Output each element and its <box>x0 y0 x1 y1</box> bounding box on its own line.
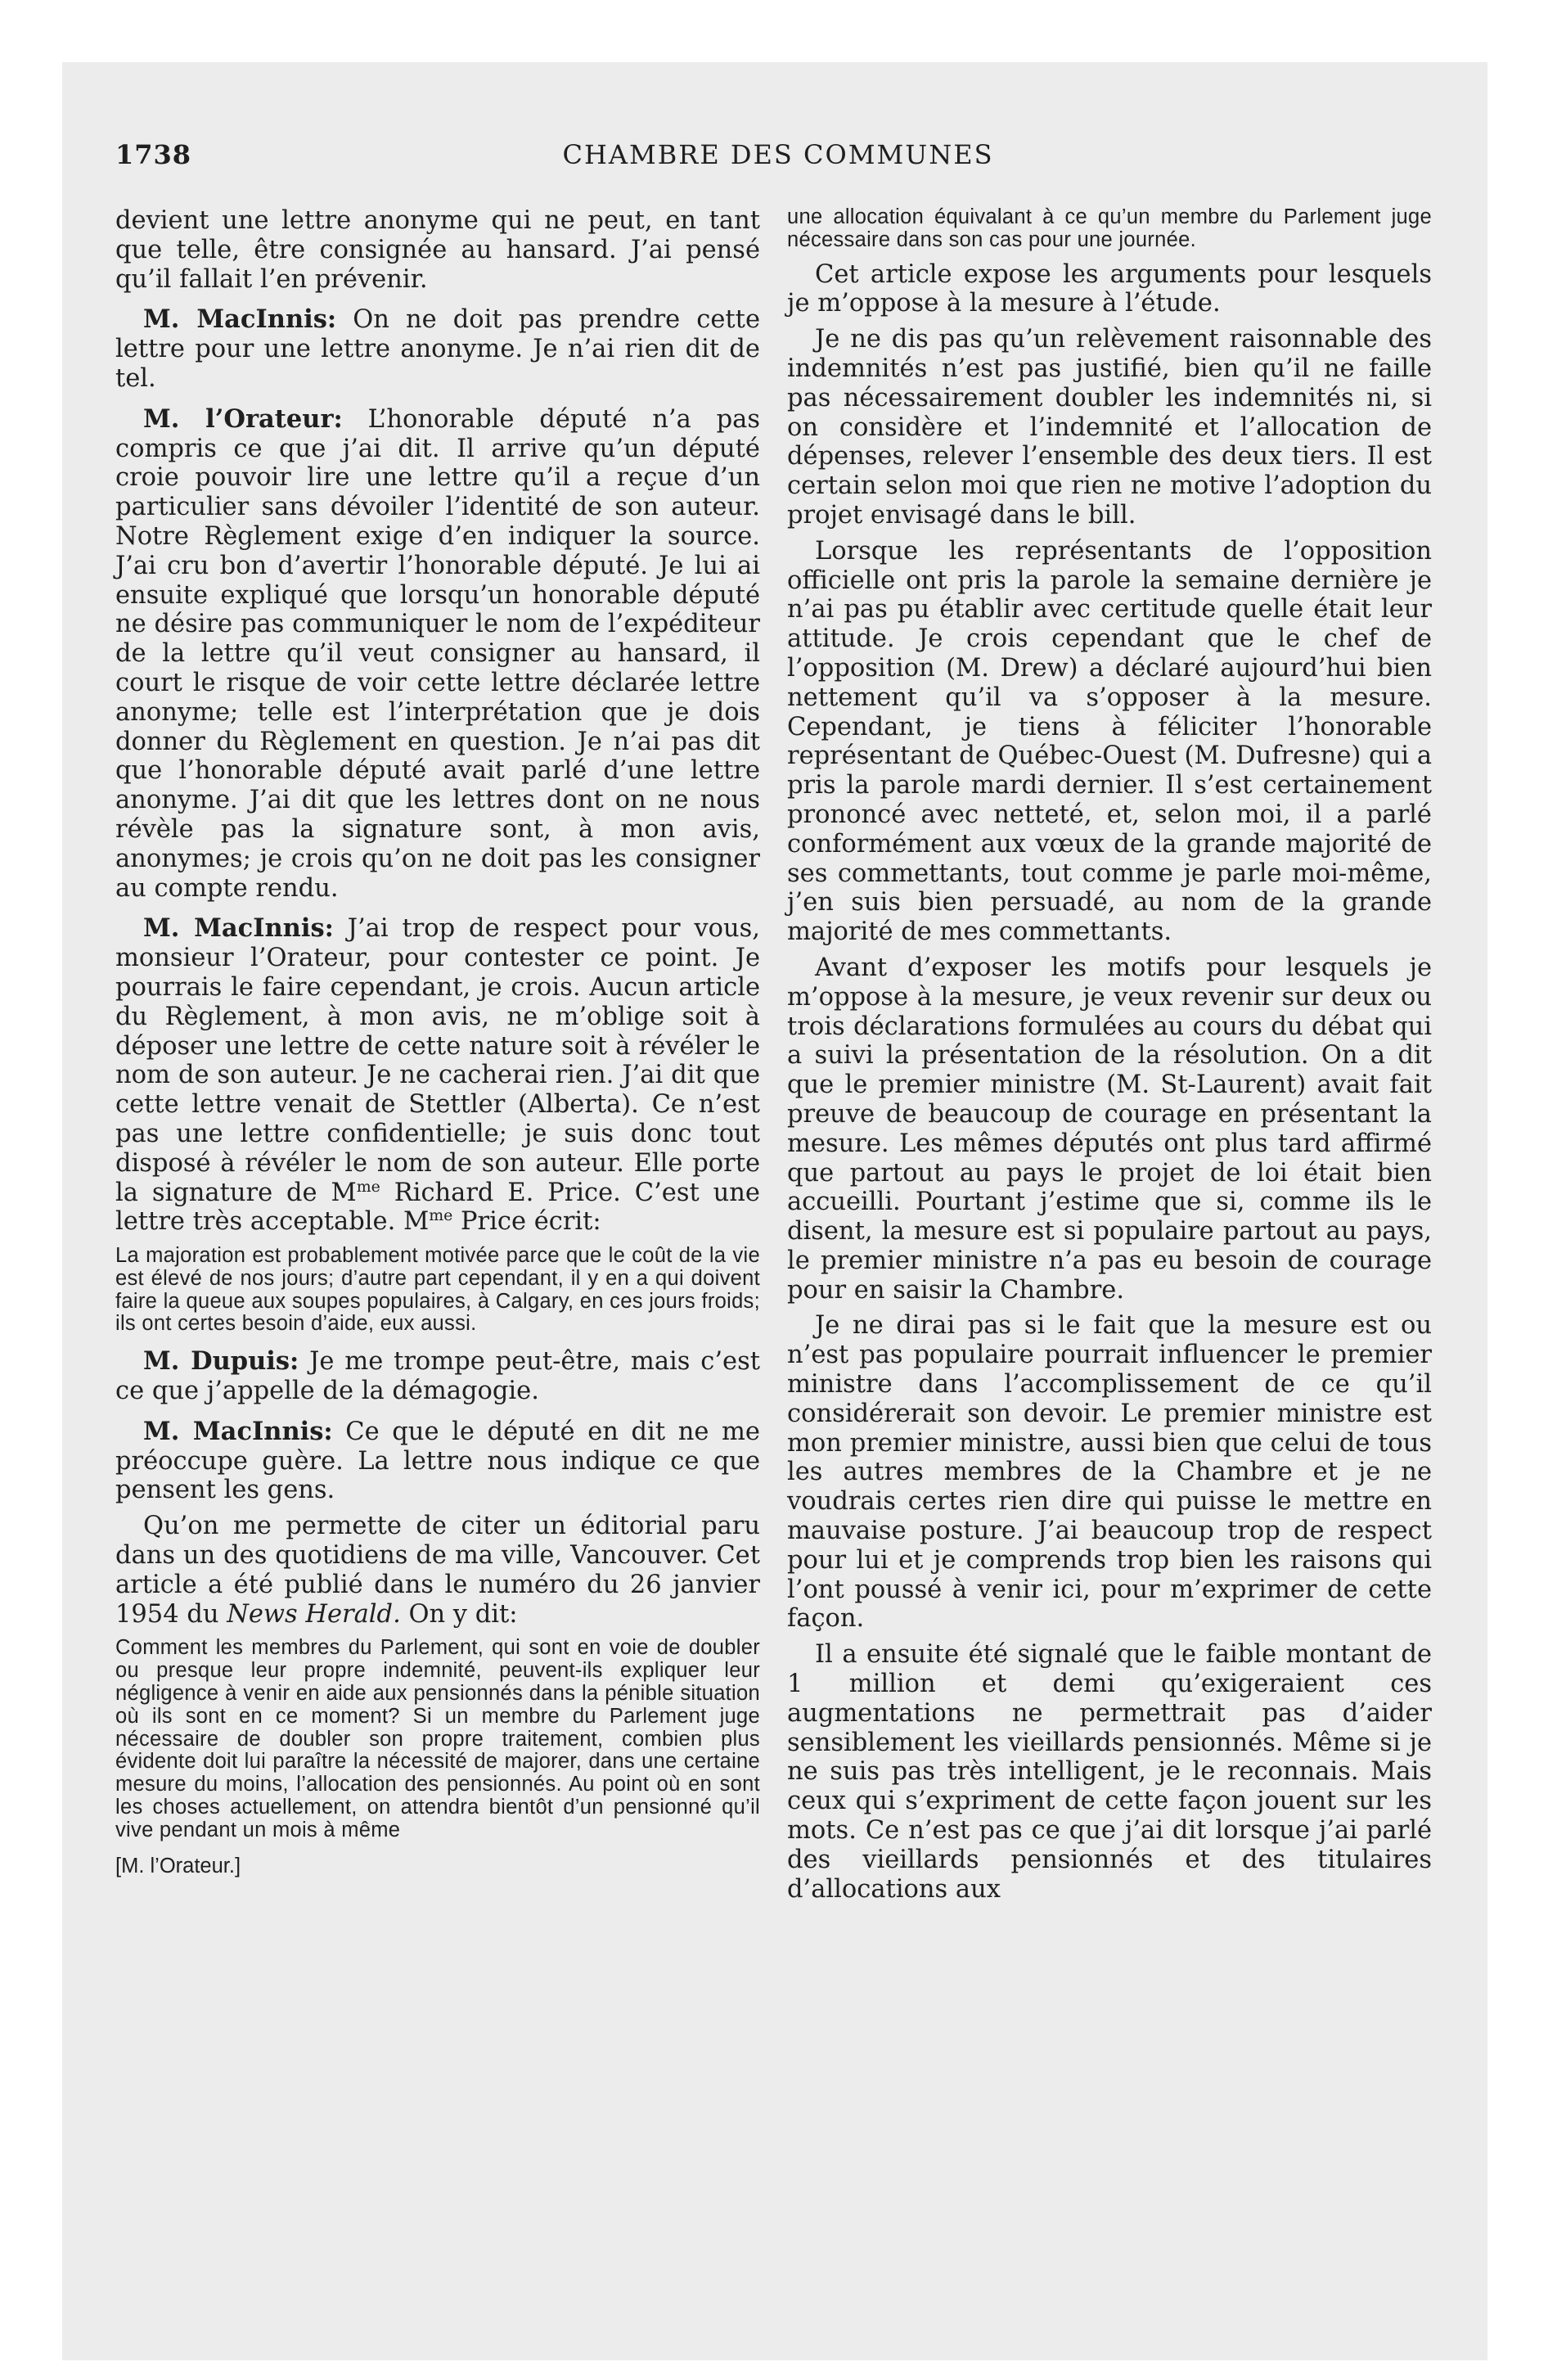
speaker-name: M. Dupuis: <box>143 1346 299 1377</box>
newspaper-title: News Herald. <box>227 1599 401 1629</box>
speech-text: J’ai trop de respect pour vous, monsieur l’Orateur, pour contester ce point. Je pourrais le faire cependant, je crois. Aucun article du Règlement, à mon avis, ne m’oblige soit à déposer une lettre de cette nature soit à révéler le nom de son auteur. Je ne cacherai rien. J’ai dit que cette lettre venait de Stettler (Alberta). Ce n’est pas une lettre confidentielle; je suis donc tout disposé à révéler le nom de son auteur. Elle porte la signature de M <box>115 914 761 1207</box>
speaker-name: M. MacInnis: <box>143 1416 333 1446</box>
paragraph: devient une lettre anonyme qui ne peut, en tant que telle, être consignée au hansard. J’ai pensé qu’il fallait l’en prévenir. <box>115 206 760 294</box>
right-column <box>787 206 1432 1904</box>
speaker-attribution: [M. l’Orateur.] <box>115 1854 241 1877</box>
page-header <box>115 139 1441 175</box>
speech-text: L’honorable député n’a pas compris ce que j’ai dit. Il arrive qu’un député croie pouvoir lire une lettre qu’il a reçue d’un particulier sans dévoiler l’identité de son auteur. Notre Règlement exige d’en indiquer la source. J’ai cru bon d’avertir l’honorable député. Je lui ai ensuite expliqué que lorsqu’un honorable député ne désire pas communiquer le nom de l’expéditeur de la lettre qu’il veut consigner au hansard, il court le risque de voir cette lettre déclarée lettre anonyme; telle est l’interprétation que je dois donner du Règlement en question. Je n’ai pas dit que l’honorable député avait parlé d’une lettre anonyme. J’ai dit que les lettres dont on ne nous révèle pas la signature sont, à mon avis, anonymes; je crois qu’on ne doit pas les consigner au compte rendu. <box>115 404 760 903</box>
left-column <box>115 206 760 1881</box>
speech-paragraph <box>115 1347 760 1406</box>
paragraph: Il a ensuite été signalé que le faible montant de 1 million et demi qu’exigeraient ces augmentations ne permettrait pas d’aider sensiblement les vieillards pensionnés. Même si je ne suis pas très intelligent, je le reconnais. Mais ceux qui s’expriment de cette façon jouent sur les mots. Ce n’est pas ce que j’ai dit lorsque j’ai parlé des vieillards pensionnés et des titulaires d’allocations aux <box>787 1640 1432 1904</box>
speech-paragraph <box>115 305 760 393</box>
speech-text: On ne doit pas prendre cette lettre pour une lettre anonyme. Je n’ai rien dit de tel. <box>115 305 760 393</box>
speech-text: Ce que le député en dit ne me préoccupe guère. La lettre nous indique ce que pensent les gens. <box>115 1417 760 1505</box>
block-quote: Comment les membres du Parlement, qui sont en voie de doubler ou presque leur propre indemnité, peuvent-ils expliquer leur négligence à venir en aide aux pensionnés dans la pénible situation où ils sont en ce moment? Si un membre du Parlement juge nécessaire de doubler son propre traitement, combien plus évidente doit lui paraître la nécessité de majorer, dans une certaine mesure du moins, l’allocation des pensionnés. Au point où en sont les choses actuellement, on attendra bientôt d’un pensionné qu’il vive pendant un mois à même <box>115 1636 760 1841</box>
speaker-name: M. MacInnis: <box>143 304 337 335</box>
paragraph: Lorsque les représentants de l’opposition officielle ont pris la parole la semaine dernière je n’ai pas pu établir avec certitude quelle était leur attitude. Je crois cependant que le chef de l’opposition (M. Drew) a déclaré aujourd’hui bien nettement qu’il va s’opposer à la mesure. Cependant, je tiens à féliciter l’honorable représentant de Québec-Ouest (M. Dufresne) qui a pris la parole mardi dernier. Il s’est certainement prononcé avec netteté, et, selon moi, il a parlé conformément aux vœux de la grande majorité de ses commettants, tout comme je parle moi-même, j’en suis bien persuadé, au nom de la grande majorité de mes commettants. <box>787 536 1432 947</box>
page-number: 1738 <box>115 139 192 170</box>
block-quote-continued: une allocation équivalant à ce qu’un membre du Parlement juge nécessaire dans son cas pour une journée. <box>787 205 1432 251</box>
paragraph: Cet article expose les arguments pour lesquels je m’oppose à la mesure à l’étude. <box>787 259 1432 318</box>
speaker-name: M. l’Orateur: <box>143 403 343 434</box>
speech-paragraph <box>115 405 760 904</box>
speech-paragraph <box>115 1418 760 1505</box>
paragraph: Avant d’exposer les motifs pour lesquels je m’oppose à la mesure, je veux revenir sur deux ou trois déclarations formulées au cours du débat qui a suivi la présentation de la résolution. On a dit que le premier ministre (M. St-Laurent) avait fait preuve de beaucoup de courage en présentant la mesure. Les mêmes députés ont plus tard affirmé que partout au pays le projet de loi était bien accueilli. Pourtant j’estime que si, comme ils le disent, la mesure est si populaire partout au pays, le premier ministre n’a pas eu besoin de courage pour en saisir la Chambre. <box>787 953 1432 1305</box>
speech-text: Je me trompe peut-être, mais c’est ce que j’appelle de la démagogie. <box>115 1347 760 1406</box>
speaker-name: M. MacInnis: <box>143 913 334 944</box>
superscript: me <box>356 1177 380 1196</box>
paragraph-text: On y dit: <box>400 1599 518 1629</box>
paragraph: Je ne dis pas qu’un relèvement raisonnable des indemnités n’est pas justifié, bien qu’il ne faille pas nécessairement doubler les indemnités ni, si on considère et l’indemnité et l’allocation de dépenses, relever l’ensemble des deux tiers. Il est certain selon moi que rien ne motive l’adoption du projet envisagé dans le bill. <box>787 325 1432 530</box>
paragraph: Je ne dirai pas si le fait que la mesure est ou n’est pas populaire pourrait influencer le premier ministre dans l’accomplissement de ce qu’il considérerait son devoir. Le premier ministre est mon premier ministre, aussi bien que celui de tous les autres membres de la Chambre et je ne voudrais certes rien dire qui puisse le mettre en mauvaise posture. J’ai beaucoup trop de respect pour lui et je comprends trop bien les raisons qui l’ont poussé à venir ici, pour m’exprimer de cette façon. <box>787 1311 1432 1634</box>
paragraph <box>115 1512 760 1629</box>
speech-text: Price écrit: <box>452 1207 601 1237</box>
running-title: CHAMBRE DES COMMUNES <box>562 139 994 170</box>
block-quote: La majoration est probablement motivée parce que le coût de la vie est élevé de nos jours; d’autre part cependant, il y en a qui doivent faire la queue aux soupes populaires, à Calgary, en ces jours froids; ils ont certes besoin d’aide, eux aussi. <box>115 1244 760 1336</box>
speech-paragraph <box>115 914 760 1237</box>
paragraph-text: Qu’on me permette de citer un éditorial paru dans un des quotidiens de ma ville, Vancouver. Cet article a été publié dans le numéro du 26 janvier 1954 du <box>115 1512 760 1629</box>
speech-text: Richard E. Price. C’est une lettre très acceptable. M <box>115 1178 760 1237</box>
superscript: me <box>429 1206 453 1225</box>
